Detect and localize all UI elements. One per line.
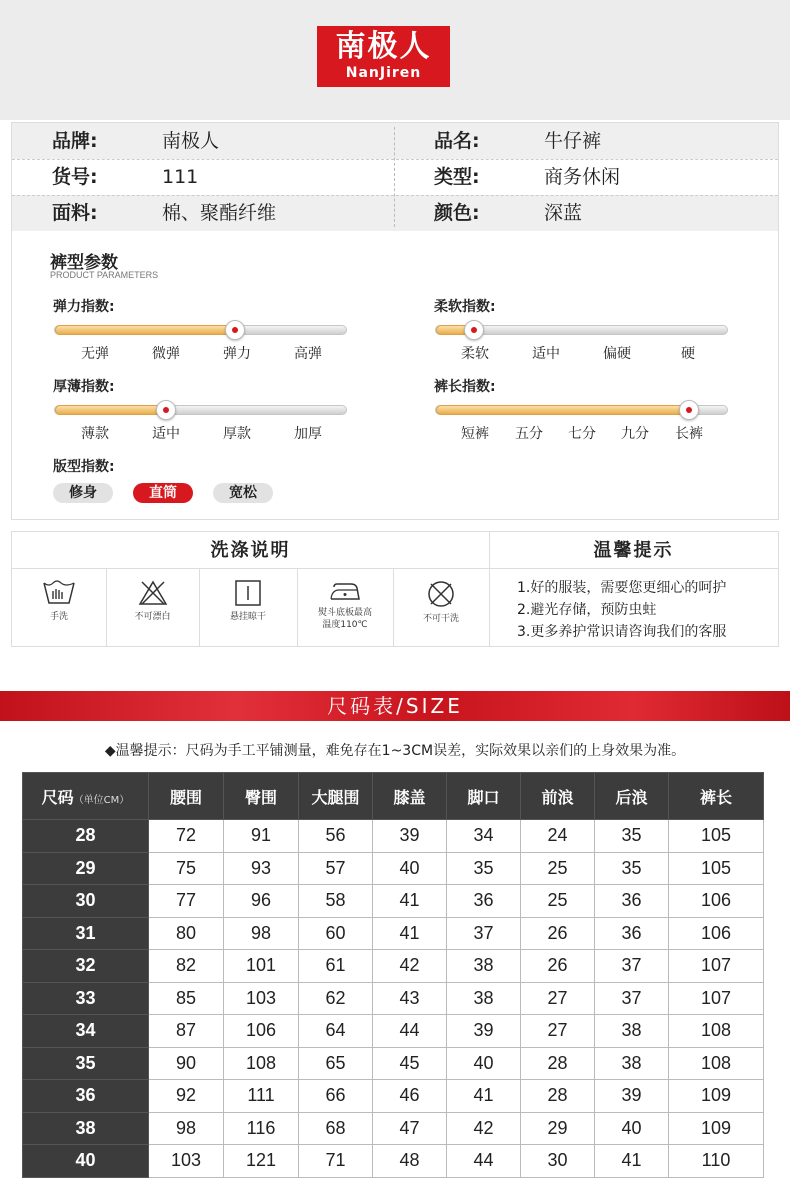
measure-cell: 121 (224, 1145, 299, 1178)
softness-tick: 适中 (532, 346, 560, 362)
header-cell: 臀围 (224, 773, 299, 820)
measure-cell: 98 (224, 917, 299, 950)
tip-line: 1.好的服装，需要您更细心的呵护 (517, 580, 727, 596)
measure-cell: 39 (595, 1080, 669, 1113)
row-divider (12, 195, 778, 196)
table-row (23, 1015, 764, 1048)
tip-line: 3.更多养护常识请咨询我们的客服 (517, 624, 727, 640)
thickness-label: 厚薄指数: (53, 379, 115, 395)
measure-cell: 105 (669, 852, 764, 885)
header-cell: 脚口 (447, 773, 521, 820)
measure-cell: 71 (299, 1145, 373, 1178)
measure-cell: 44 (373, 1015, 447, 1048)
measure-cell: 26 (521, 917, 595, 950)
tip-line: 2.避光存储，预防虫蛀 (517, 602, 657, 618)
measure-cell: 35 (595, 852, 669, 885)
softness-tick: 柔软 (461, 346, 489, 362)
softness-slider[interactable] (435, 325, 728, 335)
measure-cell: 116 (224, 1112, 299, 1145)
measure-cell: 109 (669, 1112, 764, 1145)
size-banner: 尺码表/SIZE (0, 691, 790, 721)
elastic-tick: 无弹 (81, 346, 109, 362)
thickness-tick: 薄款 (81, 426, 109, 442)
info-value: 棉、聚酯纤维 (162, 202, 277, 224)
header-size-label: 尺码 (41, 787, 74, 807)
measure-cell: 107 (669, 950, 764, 983)
measure-cell: 25 (521, 885, 595, 918)
size-cell: 30 (23, 885, 149, 918)
length-tick: 九分 (621, 426, 649, 442)
info-value: 南极人 (162, 130, 220, 152)
measure-cell: 106 (224, 1015, 299, 1048)
wash-caption: 手洗 (49, 612, 68, 622)
measure-cell: 35 (447, 852, 521, 885)
measure-cell: 111 (224, 1080, 299, 1113)
length-tick: 短裤 (461, 426, 489, 442)
header-size (23, 773, 149, 820)
size-table-body (23, 820, 764, 1178)
wash-caption: 悬挂晾干 (229, 612, 266, 622)
wash-item (393, 569, 489, 646)
panel-divider (489, 532, 490, 646)
measure-cell: 36 (447, 885, 521, 918)
size-cell: 31 (23, 917, 149, 950)
measure-cell: 39 (447, 1015, 521, 1048)
measure-cell: 85 (149, 982, 224, 1015)
measure-cell: 41 (447, 1080, 521, 1113)
wash-item (106, 569, 199, 646)
brand-logo[interactable] (317, 26, 450, 87)
measure-cell: 58 (299, 885, 373, 918)
measure-cell: 106 (669, 917, 764, 950)
measure-cell: 47 (373, 1112, 447, 1145)
measure-cell: 38 (447, 950, 521, 983)
measure-cell: 48 (373, 1145, 447, 1178)
iron-icon (327, 579, 363, 603)
length-tick: 长裤 (675, 426, 703, 442)
measure-cell: 36 (595, 885, 669, 918)
wash-caption: 不可干洗 (422, 614, 459, 624)
measure-cell: 30 (521, 1145, 595, 1178)
measure-cell: 42 (447, 1112, 521, 1145)
measure-cell: 108 (669, 1015, 764, 1048)
logo-text-en: NanJiren (345, 65, 422, 81)
measure-cell: 77 (149, 885, 224, 918)
wash-caption: 温度110℃ (322, 620, 368, 630)
thickness-slider[interactable] (54, 405, 347, 415)
measure-cell: 37 (595, 982, 669, 1015)
wash-caption: 不可漂白 (134, 612, 171, 622)
measure-cell: 41 (373, 885, 447, 918)
measure-cell: 38 (447, 982, 521, 1015)
measure-cell: 38 (595, 1015, 669, 1048)
measure-cell: 60 (299, 917, 373, 950)
info-row (12, 123, 778, 159)
column-divider (394, 127, 395, 227)
measure-cell: 56 (299, 820, 373, 853)
table-row (23, 1145, 764, 1178)
measure-cell: 45 (373, 1047, 447, 1080)
logo-text-cn: 南极人 (335, 29, 432, 64)
measure-cell: 75 (149, 852, 224, 885)
info-row (12, 195, 778, 231)
no-bleach-icon (137, 579, 169, 607)
measure-cell: 108 (224, 1047, 299, 1080)
info-value: 牛仔裤 (544, 130, 602, 152)
measure-cell: 109 (669, 1080, 764, 1113)
measure-cell: 91 (224, 820, 299, 853)
info-value: 深蓝 (544, 202, 583, 224)
measure-cell: 92 (149, 1080, 224, 1113)
measure-cell: 26 (521, 950, 595, 983)
elastic-tick: 微弹 (152, 346, 180, 362)
measure-cell: 103 (224, 982, 299, 1015)
length-slider-fill (436, 405, 689, 415)
measure-cell: 68 (299, 1112, 373, 1145)
measure-cell: 66 (299, 1080, 373, 1113)
info-row (12, 159, 778, 195)
measure-cell: 87 (149, 1015, 224, 1048)
length-tick: 五分 (515, 426, 543, 442)
measure-cell: 25 (521, 852, 595, 885)
size-cell: 38 (23, 1112, 149, 1145)
measure-cell: 29 (521, 1112, 595, 1145)
measure-cell: 106 (669, 885, 764, 918)
info-label: 颜色: (434, 202, 480, 224)
thickness-tick: 厚款 (223, 426, 251, 442)
length-label: 裤长指数: (434, 379, 496, 395)
row-divider (12, 159, 778, 160)
measure-cell: 39 (373, 820, 447, 853)
info-label: 类型: (434, 166, 480, 188)
no-dry-clean-icon (426, 579, 456, 609)
measure-cell: 35 (595, 820, 669, 853)
measure-cell: 37 (595, 950, 669, 983)
measure-cell: 101 (224, 950, 299, 983)
info-label: 品牌: (52, 130, 98, 152)
size-cell: 28 (23, 820, 149, 853)
header-cell: 膝盖 (373, 773, 447, 820)
table-row (23, 1080, 764, 1113)
measure-cell: 40 (595, 1112, 669, 1145)
size-cell: 35 (23, 1047, 149, 1080)
info-label: 品名: (434, 130, 480, 152)
elastic-label: 弹力指数: (53, 299, 115, 315)
elastic-slider-fill (55, 325, 235, 335)
table-row (23, 820, 764, 853)
table-row (23, 950, 764, 983)
size-cell: 33 (23, 982, 149, 1015)
thickness-slider-knob[interactable] (156, 400, 176, 420)
measure-cell: 72 (149, 820, 224, 853)
info-label: 货号: (52, 166, 98, 188)
params-title: 裤型参数 (50, 253, 118, 273)
thickness-tick: 适中 (152, 426, 180, 442)
hang-dry-icon (233, 579, 263, 607)
measure-cell: 93 (224, 852, 299, 885)
elastic-tick: 弹力 (223, 346, 251, 362)
measure-cell: 96 (224, 885, 299, 918)
measure-cell: 110 (669, 1145, 764, 1178)
size-table (22, 772, 764, 1178)
table-row (23, 917, 764, 950)
hand-wash-icon (41, 579, 77, 607)
length-tick: 七分 (568, 426, 596, 442)
length-slider-knob[interactable] (679, 400, 699, 420)
size-cell: 29 (23, 852, 149, 885)
measure-cell: 40 (373, 852, 447, 885)
wash-item (297, 569, 393, 646)
measure-cell: 24 (521, 820, 595, 853)
fit-option-loose[interactable]: 宽松 (213, 483, 273, 503)
header-cell: 大腿围 (299, 773, 373, 820)
thickness-tick: 加厚 (294, 426, 322, 442)
softness-tick: 偏硬 (603, 346, 631, 362)
measure-cell: 42 (373, 950, 447, 983)
header-band (0, 0, 790, 120)
measure-cell: 40 (447, 1047, 521, 1080)
header-cell: 前浪 (521, 773, 595, 820)
table-row (23, 885, 764, 918)
measure-cell: 36 (595, 917, 669, 950)
measure-cell: 41 (373, 917, 447, 950)
info-value: 111 (162, 166, 199, 188)
fit-option-straight[interactable]: 直筒 (133, 483, 193, 503)
size-cell: 34 (23, 1015, 149, 1048)
measure-cell: 27 (521, 982, 595, 1015)
elastic-slider-knob[interactable] (225, 320, 245, 340)
table-row (23, 1047, 764, 1080)
header-cell: 腰围 (149, 773, 224, 820)
measure-cell: 46 (373, 1080, 447, 1113)
measure-cell: 28 (521, 1080, 595, 1113)
size-cell: 32 (23, 950, 149, 983)
measure-cell: 28 (521, 1047, 595, 1080)
wash-title: 洗涤说明 (12, 532, 489, 569)
measure-cell: 80 (149, 917, 224, 950)
measure-cell: 107 (669, 982, 764, 1015)
wash-item (199, 569, 297, 646)
fit-label: 版型指数: (53, 459, 115, 475)
product-info-table (11, 122, 779, 230)
measure-cell: 90 (149, 1047, 224, 1080)
measure-cell: 108 (669, 1047, 764, 1080)
care-panel (11, 531, 779, 647)
measure-cell: 37 (447, 917, 521, 950)
params-subtitle: PRODUCT PARAMETERS (50, 270, 159, 280)
header-unit: （单位CM） (73, 794, 130, 806)
softness-slider-knob[interactable] (464, 320, 484, 340)
size-notice: ◆温馨提示：尺码为手工平铺测量，难免存在1~3CM误差，实际效果以亲们的上身效果为准。 (104, 743, 686, 759)
measure-cell: 105 (669, 820, 764, 853)
measure-cell: 103 (149, 1145, 224, 1178)
fit-parameters-panel (11, 230, 779, 520)
tips-list (517, 577, 726, 643)
table-row (23, 1112, 764, 1145)
wash-caption: 熨斗底板最高 (317, 608, 372, 618)
header-cell: 后浪 (595, 773, 669, 820)
length-slider[interactable] (435, 405, 728, 415)
measure-cell: 98 (149, 1112, 224, 1145)
elastic-tick: 高弹 (294, 346, 322, 362)
measure-cell: 82 (149, 950, 224, 983)
wash-item (12, 569, 106, 646)
measure-cell: 57 (299, 852, 373, 885)
softness-label: 柔软指数: (434, 299, 496, 315)
measure-cell: 62 (299, 982, 373, 1015)
tips-title: 温馨提示 (489, 532, 778, 569)
size-cell: 36 (23, 1080, 149, 1113)
table-row (23, 852, 764, 885)
measure-cell: 64 (299, 1015, 373, 1048)
size-table-header (23, 773, 764, 820)
measure-cell: 34 (447, 820, 521, 853)
fit-option-slim[interactable]: 修身 (53, 483, 113, 503)
table-row (23, 982, 764, 1015)
measure-cell: 65 (299, 1047, 373, 1080)
measure-cell: 41 (595, 1145, 669, 1178)
softness-tick: 硬 (681, 346, 695, 362)
elastic-slider[interactable] (54, 325, 347, 335)
measure-cell: 44 (447, 1145, 521, 1178)
thickness-slider-fill (55, 405, 166, 415)
size-cell: 40 (23, 1145, 149, 1178)
measure-cell: 38 (595, 1047, 669, 1080)
info-label: 面料: (52, 202, 98, 224)
measure-cell: 61 (299, 950, 373, 983)
info-value: 商务休闲 (544, 166, 621, 188)
measure-cell: 27 (521, 1015, 595, 1048)
header-cell: 裤长 (669, 773, 764, 820)
measure-cell: 43 (373, 982, 447, 1015)
